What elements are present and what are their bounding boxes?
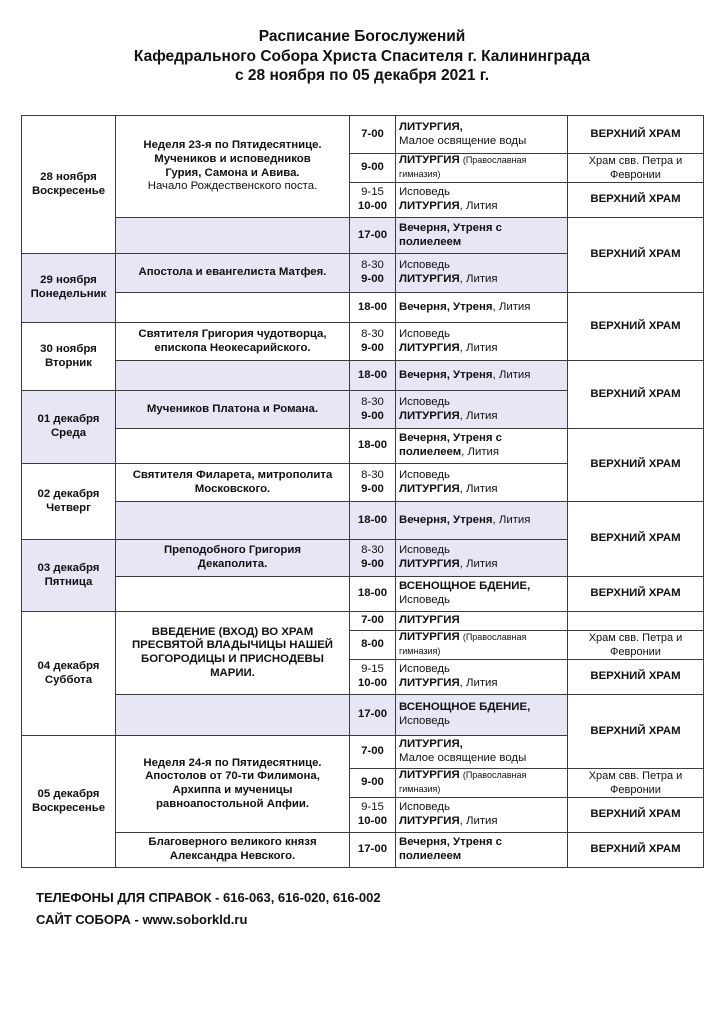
- time-cell: 18-00: [350, 502, 396, 540]
- table-row: [22, 429, 704, 464]
- service-cell: Вечерня, Утреня, Лития: [396, 361, 568, 391]
- place-cell: Храм свв. Петра и Февронии: [568, 154, 704, 183]
- place-cell: Храм свв. Петра и Февронии: [568, 631, 704, 660]
- time-cell: 8-30 9-00: [350, 254, 396, 293]
- time-cell: 8-30 9-00: [350, 323, 396, 361]
- service-cell: ЛИТУРГИЯ (Православная гимназия): [396, 154, 568, 183]
- feast-cell: Святителя Филарета, митрополита Московского.: [116, 464, 350, 502]
- service-cell: Исповедь ЛИТУРГИЯ, Лития: [396, 254, 568, 293]
- service-cell: Вечерня, Утреня, Лития: [396, 502, 568, 540]
- service-cell: ВСЕНОЩНОЕ БДЕНИЕ, Исповедь: [396, 577, 568, 612]
- feast-cell: Апостола и евангелиста Матфея.: [116, 254, 350, 293]
- page-title: [0, 27, 724, 86]
- service-cell: Исповедь ЛИТУРГИЯ, Лития: [396, 183, 568, 218]
- place-cell: ВЕРХНИЙ ХРАМ: [568, 361, 704, 429]
- service-cell: Вечерня, Утреня с полиелеем: [396, 833, 568, 868]
- time-cell: 7-00: [350, 736, 396, 769]
- time-cell: 8-30 9-00: [350, 540, 396, 577]
- feast-cell: [116, 361, 350, 391]
- feast-cell: [116, 695, 350, 736]
- time-cell: 9-00: [350, 154, 396, 183]
- place-cell: ВЕРХНИЙ ХРАМ: [568, 502, 704, 577]
- table-row: [22, 833, 704, 868]
- feast-cell: Благоверного великого князя Александра Невского.: [116, 833, 350, 868]
- day-cell: 28 ноября Воскресенье: [22, 116, 116, 254]
- service-cell: Исповедь ЛИТУРГИЯ, Лития: [396, 798, 568, 833]
- table-row: [22, 502, 704, 540]
- time-cell: 18-00: [350, 577, 396, 612]
- service-cell: Исповедь ЛИТУРГИЯ, Лития: [396, 660, 568, 695]
- place-cell: Храм свв. Петра и Февронии: [568, 769, 704, 798]
- day-cell: 02 декабря Четверг: [22, 464, 116, 540]
- table-row: [22, 116, 704, 154]
- service-cell: Исповедь ЛИТУРГИЯ, Лития: [396, 391, 568, 429]
- service-cell: ЛИТУРГИЯ (Православная гимназия): [396, 769, 568, 798]
- service-cell: Исповедь ЛИТУРГИЯ, Лития: [396, 540, 568, 577]
- feast-cell: Мучеников Платона и Романа.: [116, 391, 350, 429]
- footer-site: САЙТ СОБОРА - www.soborkld.ru: [36, 912, 248, 927]
- time-cell: 17-00: [350, 218, 396, 254]
- footer-phones: ТЕЛЕФОНЫ ДЛЯ СПРАВОК - 616-063, 616-020, 616-002: [36, 890, 381, 905]
- day-cell: 04 декабря Суббота: [22, 612, 116, 736]
- service-cell: ВСЕНОЩНОЕ БДЕНИЕ, Исповедь: [396, 695, 568, 736]
- title-line-2: Кафедрального Собора Христа Спасителя г. Калининграда: [133, 47, 591, 65]
- place-cell: ВЕРХНИЙ ХРАМ: [568, 798, 704, 833]
- place-cell: ВЕРХНИЙ ХРАМ: [568, 660, 704, 695]
- day-cell: 01 декабря Среда: [22, 391, 116, 464]
- place-cell: ВЕРХНИЙ ХРАМ: [568, 293, 704, 361]
- day-cell: 30 ноября Вторник: [22, 323, 116, 391]
- title-line-3: с 28 ноября по 05 декабря 2021 г.: [234, 67, 490, 84]
- time-cell: 18-00: [350, 429, 396, 464]
- place-cell: [568, 612, 704, 631]
- service-cell: Исповедь ЛИТУРГИЯ, Лития: [396, 323, 568, 361]
- feast-cell: [116, 577, 350, 612]
- day-cell: 29 ноября Понедельник: [22, 254, 116, 323]
- time-cell: 18-00: [350, 361, 396, 391]
- service-cell: Вечерня, Утреня, Лития: [396, 293, 568, 323]
- table-row: [22, 612, 704, 631]
- feast-cell: ВВЕДЕНИЕ (ВХОД) ВО ХРАМ ПРЕСВЯТОЙ ВЛАДЫЧИЦЫ НАШЕЙ БОГОРОДИЦЫ И ПРИСНОДЕВЫ МАРИИ.: [116, 612, 350, 695]
- service-cell: ЛИТУРГИЯ: [396, 612, 568, 631]
- time-cell: 9-00: [350, 769, 396, 798]
- service-cell: ЛИТУРГИЯ (Православная гимназия): [396, 631, 568, 660]
- time-cell: 18-00: [350, 293, 396, 323]
- table-row: [22, 293, 704, 323]
- table-row: [22, 361, 704, 391]
- time-cell: 8-30 9-00: [350, 391, 396, 429]
- feast-cell: [116, 293, 350, 323]
- service-cell: Вечерня, Утреня с полиелеем, Лития: [396, 429, 568, 464]
- day-cell: 03 декабря Пятница: [22, 540, 116, 612]
- place-cell: ВЕРХНИЙ ХРАМ: [568, 833, 704, 868]
- feast-cell: Святителя Григория чудотворца, епископа Неокесарийского.: [116, 323, 350, 361]
- service-cell: Вечерня, Утреня с полиелеем: [396, 218, 568, 254]
- service-cell: ЛИТУРГИЯ, Малое освящение воды: [396, 736, 568, 769]
- service-cell: ЛИТУРГИЯ, Малое освящение воды: [396, 116, 568, 154]
- time-cell: 7-00: [350, 116, 396, 154]
- table-row: [22, 577, 704, 612]
- place-cell: ВЕРХНИЙ ХРАМ: [568, 577, 704, 612]
- time-cell: 9-15 10-00: [350, 798, 396, 833]
- time-cell: 9-15 10-00: [350, 183, 396, 218]
- feast-cell: Неделя 23-я по Пятидесятнице. Мучеников и исповедников Гурия, Самона и Авива. Начало Рождественского поста.: [116, 116, 350, 218]
- day-cell: 05 декабря Воскресенье: [22, 736, 116, 868]
- feast-cell: [116, 502, 350, 540]
- table-row: [22, 218, 704, 254]
- feast-cell: [116, 218, 350, 254]
- feast-cell: Неделя 24-я по Пятидесятнице. Апостолов от 70-ти Филимона, Архиппа и мученицы равноапостольной Апфии.: [116, 736, 350, 833]
- time-cell: 8-30 9-00: [350, 464, 396, 502]
- time-cell: 9-15 10-00: [350, 660, 396, 695]
- feast-cell: Преподобного Григория Декаполита.: [116, 540, 350, 577]
- place-cell: ВЕРХНИЙ ХРАМ: [568, 116, 704, 154]
- place-cell: ВЕРХНИЙ ХРАМ: [568, 695, 704, 769]
- time-cell: 7-00: [350, 612, 396, 631]
- title-line-1: Расписание Богослужений: [258, 28, 466, 45]
- place-cell: ВЕРХНИЙ ХРАМ: [568, 429, 704, 502]
- place-cell: ВЕРХНИЙ ХРАМ: [568, 218, 704, 293]
- time-cell: 17-00: [350, 833, 396, 868]
- service-cell: Исповедь ЛИТУРГИЯ, Лития: [396, 464, 568, 502]
- time-cell: 8-00: [350, 631, 396, 660]
- place-cell: ВЕРХНИЙ ХРАМ: [568, 183, 704, 218]
- schedule-table: [21, 115, 704, 868]
- feast-cell: [116, 429, 350, 464]
- time-cell: 17-00: [350, 695, 396, 736]
- table-row: [22, 695, 704, 736]
